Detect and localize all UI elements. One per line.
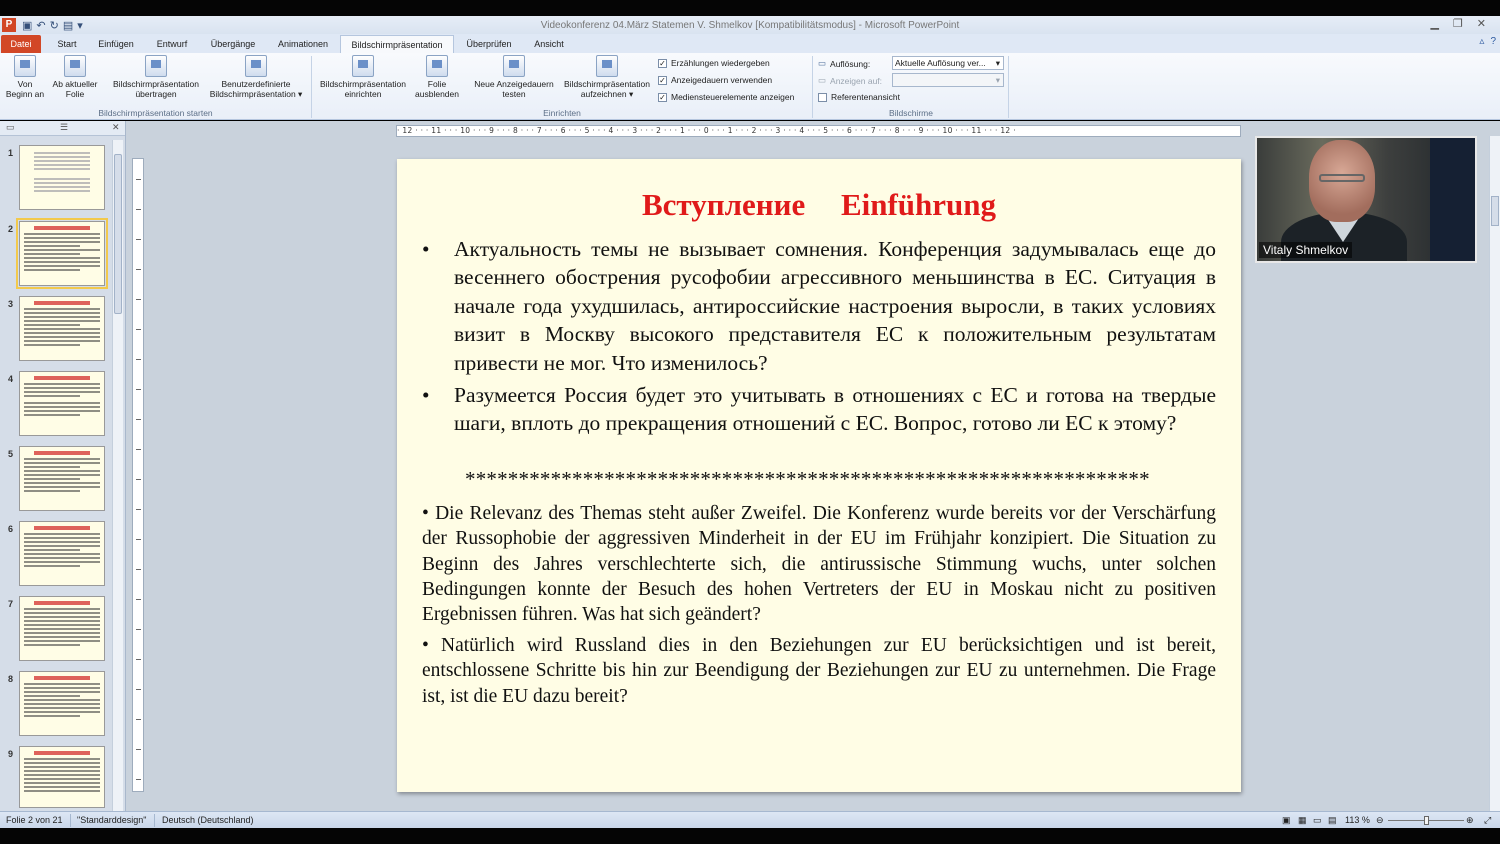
de-bullet-2[interactable]: • Natürlich wird Russland dies in den Beziehungen zur EU berücksichtigen und ist bereit, entschlossene Schritte bis hin zur Beendigung der Beziehungen zur EU zu unternehmen. Die Frage ist, ist die EU dazu bereit? — [422, 635, 1216, 707]
tab-animationen[interactable]: Animationen — [277, 39, 329, 49]
record-slideshow-button[interactable] — [558, 55, 656, 99]
tab-einfuegen[interactable]: Einfügen — [98, 39, 134, 49]
tab-ueberpruefen[interactable]: Überprüfen — [466, 39, 512, 49]
resolution-label: Auflösung: — [830, 58, 871, 69]
slide-title[interactable]: Вступление Einführung — [641, 187, 997, 222]
group-separator — [812, 56, 813, 118]
broadcast-button[interactable] — [106, 55, 206, 99]
hide-slide-icon — [426, 55, 448, 77]
setup-label-2: einrichten — [344, 89, 382, 99]
slide-canvas[interactable] — [397, 159, 1241, 792]
record-label-1: Bildschirmpräsentation — [564, 79, 650, 89]
start-slideshow-icon[interactable]: ▤ — [62, 19, 74, 32]
normal-view-icon[interactable]: ▣ — [1282, 815, 1291, 825]
setup-slideshow-icon — [352, 55, 374, 77]
from-beginning-label-2: Beginn an — [5, 89, 45, 99]
monitor-icon: ▭ — [818, 75, 827, 85]
vertical-scrollbar[interactable] — [1489, 136, 1500, 811]
slide-thumbnail-5[interactable] — [19, 446, 105, 511]
thumbnail-number: 3 — [8, 299, 14, 309]
show-media-controls-checkbox[interactable] — [658, 92, 794, 102]
from-beginning-button[interactable] — [3, 55, 47, 99]
participant-name-label: Vitaly Shmelkov — [1259, 242, 1352, 258]
slide-thumbnail-3[interactable] — [19, 296, 105, 361]
title-bar — [0, 16, 1500, 34]
thumbnail-number: 4 — [8, 374, 14, 384]
use-timings-checkbox[interactable] — [658, 75, 772, 85]
thumbnail-number: 6 — [8, 524, 14, 534]
screen-bottom-bar — [0, 828, 1500, 844]
hide-label-1: Folie — [427, 79, 447, 89]
slide-thumbnail-panel — [0, 121, 126, 811]
minimize-ribbon-icon[interactable]: ▵ — [1479, 36, 1485, 47]
scrollbar-thumb[interactable] — [1491, 196, 1499, 226]
slide-thumbnail-6[interactable] — [19, 521, 105, 586]
participant-glasses — [1319, 174, 1365, 182]
slide-thumbnail-2[interactable] — [19, 221, 105, 286]
tab-uebergaenge[interactable]: Übergänge — [210, 39, 256, 49]
thumbnail-number: 8 — [8, 674, 14, 684]
fit-to-window-icon[interactable]: ⤢ — [1484, 815, 1492, 825]
window-title: Videokonferenz 04.März Statemen V. Shmelkov [Kompatibilitätsmodus] - Microsoft PowerPoint — [540, 19, 960, 31]
slides-tab-icon[interactable]: ▭ — [6, 122, 15, 132]
chevron-down-icon: ▾ — [995, 58, 1000, 68]
zoom-in-icon[interactable]: ⊕ — [1466, 815, 1474, 825]
slideshow-view-icon[interactable]: ▤ — [1328, 815, 1337, 825]
close-panel-icon[interactable]: ✕ — [112, 122, 120, 132]
tab-start[interactable]: Start — [57, 39, 77, 49]
slide-thumbnail-7[interactable] — [19, 596, 105, 661]
background-shelf — [1430, 138, 1475, 263]
thumbnail-number: 2 — [8, 224, 14, 234]
quick-access-toolbar — [22, 19, 83, 32]
broadcast-icon — [145, 55, 167, 77]
slide-thumbnail-9[interactable] — [19, 746, 105, 808]
help-area — [1479, 36, 1496, 47]
slide-thumbnail-8[interactable] — [19, 671, 105, 736]
thumbnail-number: 9 — [8, 749, 14, 759]
powerpoint-app-icon[interactable]: P — [2, 18, 16, 32]
from-current-button[interactable] — [48, 55, 102, 99]
tab-datei[interactable]: Datei — [1, 35, 41, 53]
zoom-level[interactable]: 113 % — [1345, 815, 1370, 825]
show-on-select[interactable] — [892, 73, 1004, 87]
broadcast-label-1: Bildschirmpräsentation — [113, 79, 199, 89]
vertical-ruler[interactable] — [132, 158, 144, 792]
customize-qat-icon[interactable]: ▾ — [77, 19, 83, 32]
scrollbar-thumb[interactable] — [114, 154, 122, 314]
presenter-view-checkbox[interactable] — [818, 92, 900, 102]
resolution-value: Aktuelle Auflösung ver... — [895, 58, 986, 68]
help-icon[interactable]: ? — [1490, 36, 1496, 47]
restore-icon[interactable]: ❐ — [1452, 18, 1463, 30]
checkbox-checked-icon: ✓ — [659, 92, 666, 102]
status-bar — [0, 811, 1500, 828]
minimize-icon[interactable]: ▁ — [1430, 18, 1439, 30]
slide-sorter-icon[interactable]: ▦ — [1298, 815, 1307, 825]
undo-icon[interactable]: ↶ — [36, 19, 46, 32]
hide-slide-button[interactable] — [412, 55, 462, 99]
show-media-controls-label: Mediensteuerelemente anzeigen — [671, 92, 795, 102]
slideshow-current-icon — [64, 55, 86, 77]
resolution-label-row — [818, 58, 870, 69]
window-controls — [1430, 17, 1486, 30]
outline-tab-icon[interactable]: ☰ — [60, 122, 69, 132]
horizontal-ruler[interactable]: · 12 · · · 11 · · · 10 · · · 9 · · · 8 · · · 7 · · · 6 · · · 5 · · · 4 · · · 3 · · · 2 · · · 1 · · · 0 · · · 1 · · · 2 · · · 3 · · · 4 · · · 5 · · · 6 · · · 7 · · · 8 · · · 9 · · · 10 · · · 11 · · · 12 · — [396, 125, 1241, 137]
reading-view-icon[interactable]: ▭ — [1313, 815, 1322, 825]
play-narrations-checkbox[interactable] — [658, 58, 770, 68]
checkbox-unchecked-icon — [818, 93, 827, 102]
thumbnail-scrollbar[interactable] — [112, 140, 123, 812]
ru-bullet-1[interactable]: • Актуальность темы не вызывает сомнения. Конференция задумывалась еще до весеннего обострения русофобии агрессивного меньшинства в ЕС. Ситуация в начале года ухудшилась, антироссийские настроения выросли, в таких условиях визит в Москву высокого представителя ЕС к положительным результатам привести не мог. Что изменилось? — [454, 235, 1216, 377]
show-on-label-row — [818, 75, 882, 86]
show-on-label: Anzeigen auf: — [830, 75, 883, 86]
rehearse-timings-button[interactable] — [466, 55, 562, 99]
group-label-start: Bildschirmpräsentation starten — [98, 108, 213, 118]
custom-slideshow-button[interactable] — [204, 55, 308, 99]
resolution-select[interactable] — [892, 56, 1004, 70]
checkbox-checked-icon: ✓ — [659, 75, 666, 85]
monitor-icon: ▭ — [818, 58, 827, 68]
rehearse-label-2: testen — [502, 89, 526, 99]
group-separator — [311, 56, 312, 118]
theme-name[interactable]: "Standarddesign" — [77, 815, 147, 825]
video-conference-tile[interactable] — [1255, 136, 1477, 263]
group-label-monitors: Bildschirme — [889, 108, 933, 118]
tab-bildschirmpraesentation[interactable]: Bildschirmpräsentation — [340, 35, 454, 53]
redo-icon[interactable]: ↻ — [49, 19, 59, 32]
custom-slideshow-label-1: Benutzerdefinierte — [221, 79, 291, 89]
slide-thumbnail-1[interactable] — [19, 145, 105, 210]
panel-tabs — [0, 121, 125, 136]
tab-ansicht[interactable]: Ansicht — [534, 39, 564, 49]
slideshow-play-icon — [14, 55, 36, 77]
group-separator — [1008, 56, 1009, 118]
presenter-view-label: Referentenansicht — [831, 92, 900, 102]
thumbnail-number: 7 — [8, 599, 14, 609]
chevron-down-icon: ▾ — [995, 75, 1000, 85]
thumbnail-number: 5 — [8, 449, 14, 459]
group-label-setup: Einrichten — [543, 108, 581, 118]
save-icon[interactable]: ▣ — [22, 19, 33, 32]
from-beginning-label-1: Von — [17, 79, 33, 89]
setup-slideshow-button[interactable] — [314, 55, 412, 99]
language-indicator[interactable]: Deutsch (Deutschland) — [162, 815, 254, 825]
de-bullet-1[interactable]: • Die Relevanz des Themas steht außer Zweifel. Die Konferenz wurde bereits vor der Verschärfung der Russophobie der aggressiven Minderheit in der EU im Frühjahr konzipiert. Die Situation zu Beginn des Jahres verschlechterte sich, die antirussische Stimmung wuchs, unter solchen Bedingungen konnte der Besuch des hohen Vertreters der EU in Moskau nicht zu positiven Ergebnissen führen. Was hat sich geändert? — [422, 503, 1216, 626]
rehearse-label-1: Neue Anzeigedauern — [474, 79, 554, 89]
zoom-slider-knob[interactable] — [1424, 816, 1429, 825]
tab-entwurf[interactable]: Entwurf — [156, 39, 188, 49]
zoom-out-icon[interactable]: ⊖ — [1376, 815, 1384, 825]
slide-counter: Folie 2 von 21 — [6, 815, 63, 825]
slide-thumbnail-4[interactable] — [19, 371, 105, 436]
separator-stars: **************************************************************** — [465, 467, 1150, 491]
custom-slideshow-label-2: Bildschirmpräsentation ▾ — [209, 89, 303, 99]
broadcast-label-2: übertragen — [135, 89, 177, 99]
rehearse-timings-icon — [503, 55, 525, 77]
play-narrations-label: Erzählungen wiedergeben — [671, 58, 770, 68]
from-current-label-2: Folie — [65, 89, 85, 99]
custom-slideshow-icon — [245, 55, 267, 77]
ribbon-tabs — [0, 34, 1500, 53]
from-current-label-1: Ab aktueller — [52, 79, 98, 89]
use-timings-label: Anzeigedauern verwenden — [671, 75, 773, 85]
ru-bullet-2[interactable]: • Разумеется Россия будет это учитывать в отношениях с ЕС и готова на твердые шаги, вплоть до прекращения отношений с ЕС. Вопрос, готово ли ЕС к этому? — [454, 381, 1216, 438]
ribbon — [0, 53, 1500, 120]
record-label-2: aufzeichnen ▾ — [580, 89, 634, 99]
screen-top-bar — [0, 0, 1500, 16]
hide-label-2: ausblenden — [415, 89, 459, 99]
record-slideshow-icon — [596, 55, 618, 77]
checkbox-checked-icon: ✓ — [659, 58, 666, 68]
close-icon[interactable]: ✕ — [1476, 18, 1486, 30]
thumbnail-number: 1 — [8, 148, 14, 158]
setup-label-1: Bildschirmpräsentation — [320, 79, 406, 89]
